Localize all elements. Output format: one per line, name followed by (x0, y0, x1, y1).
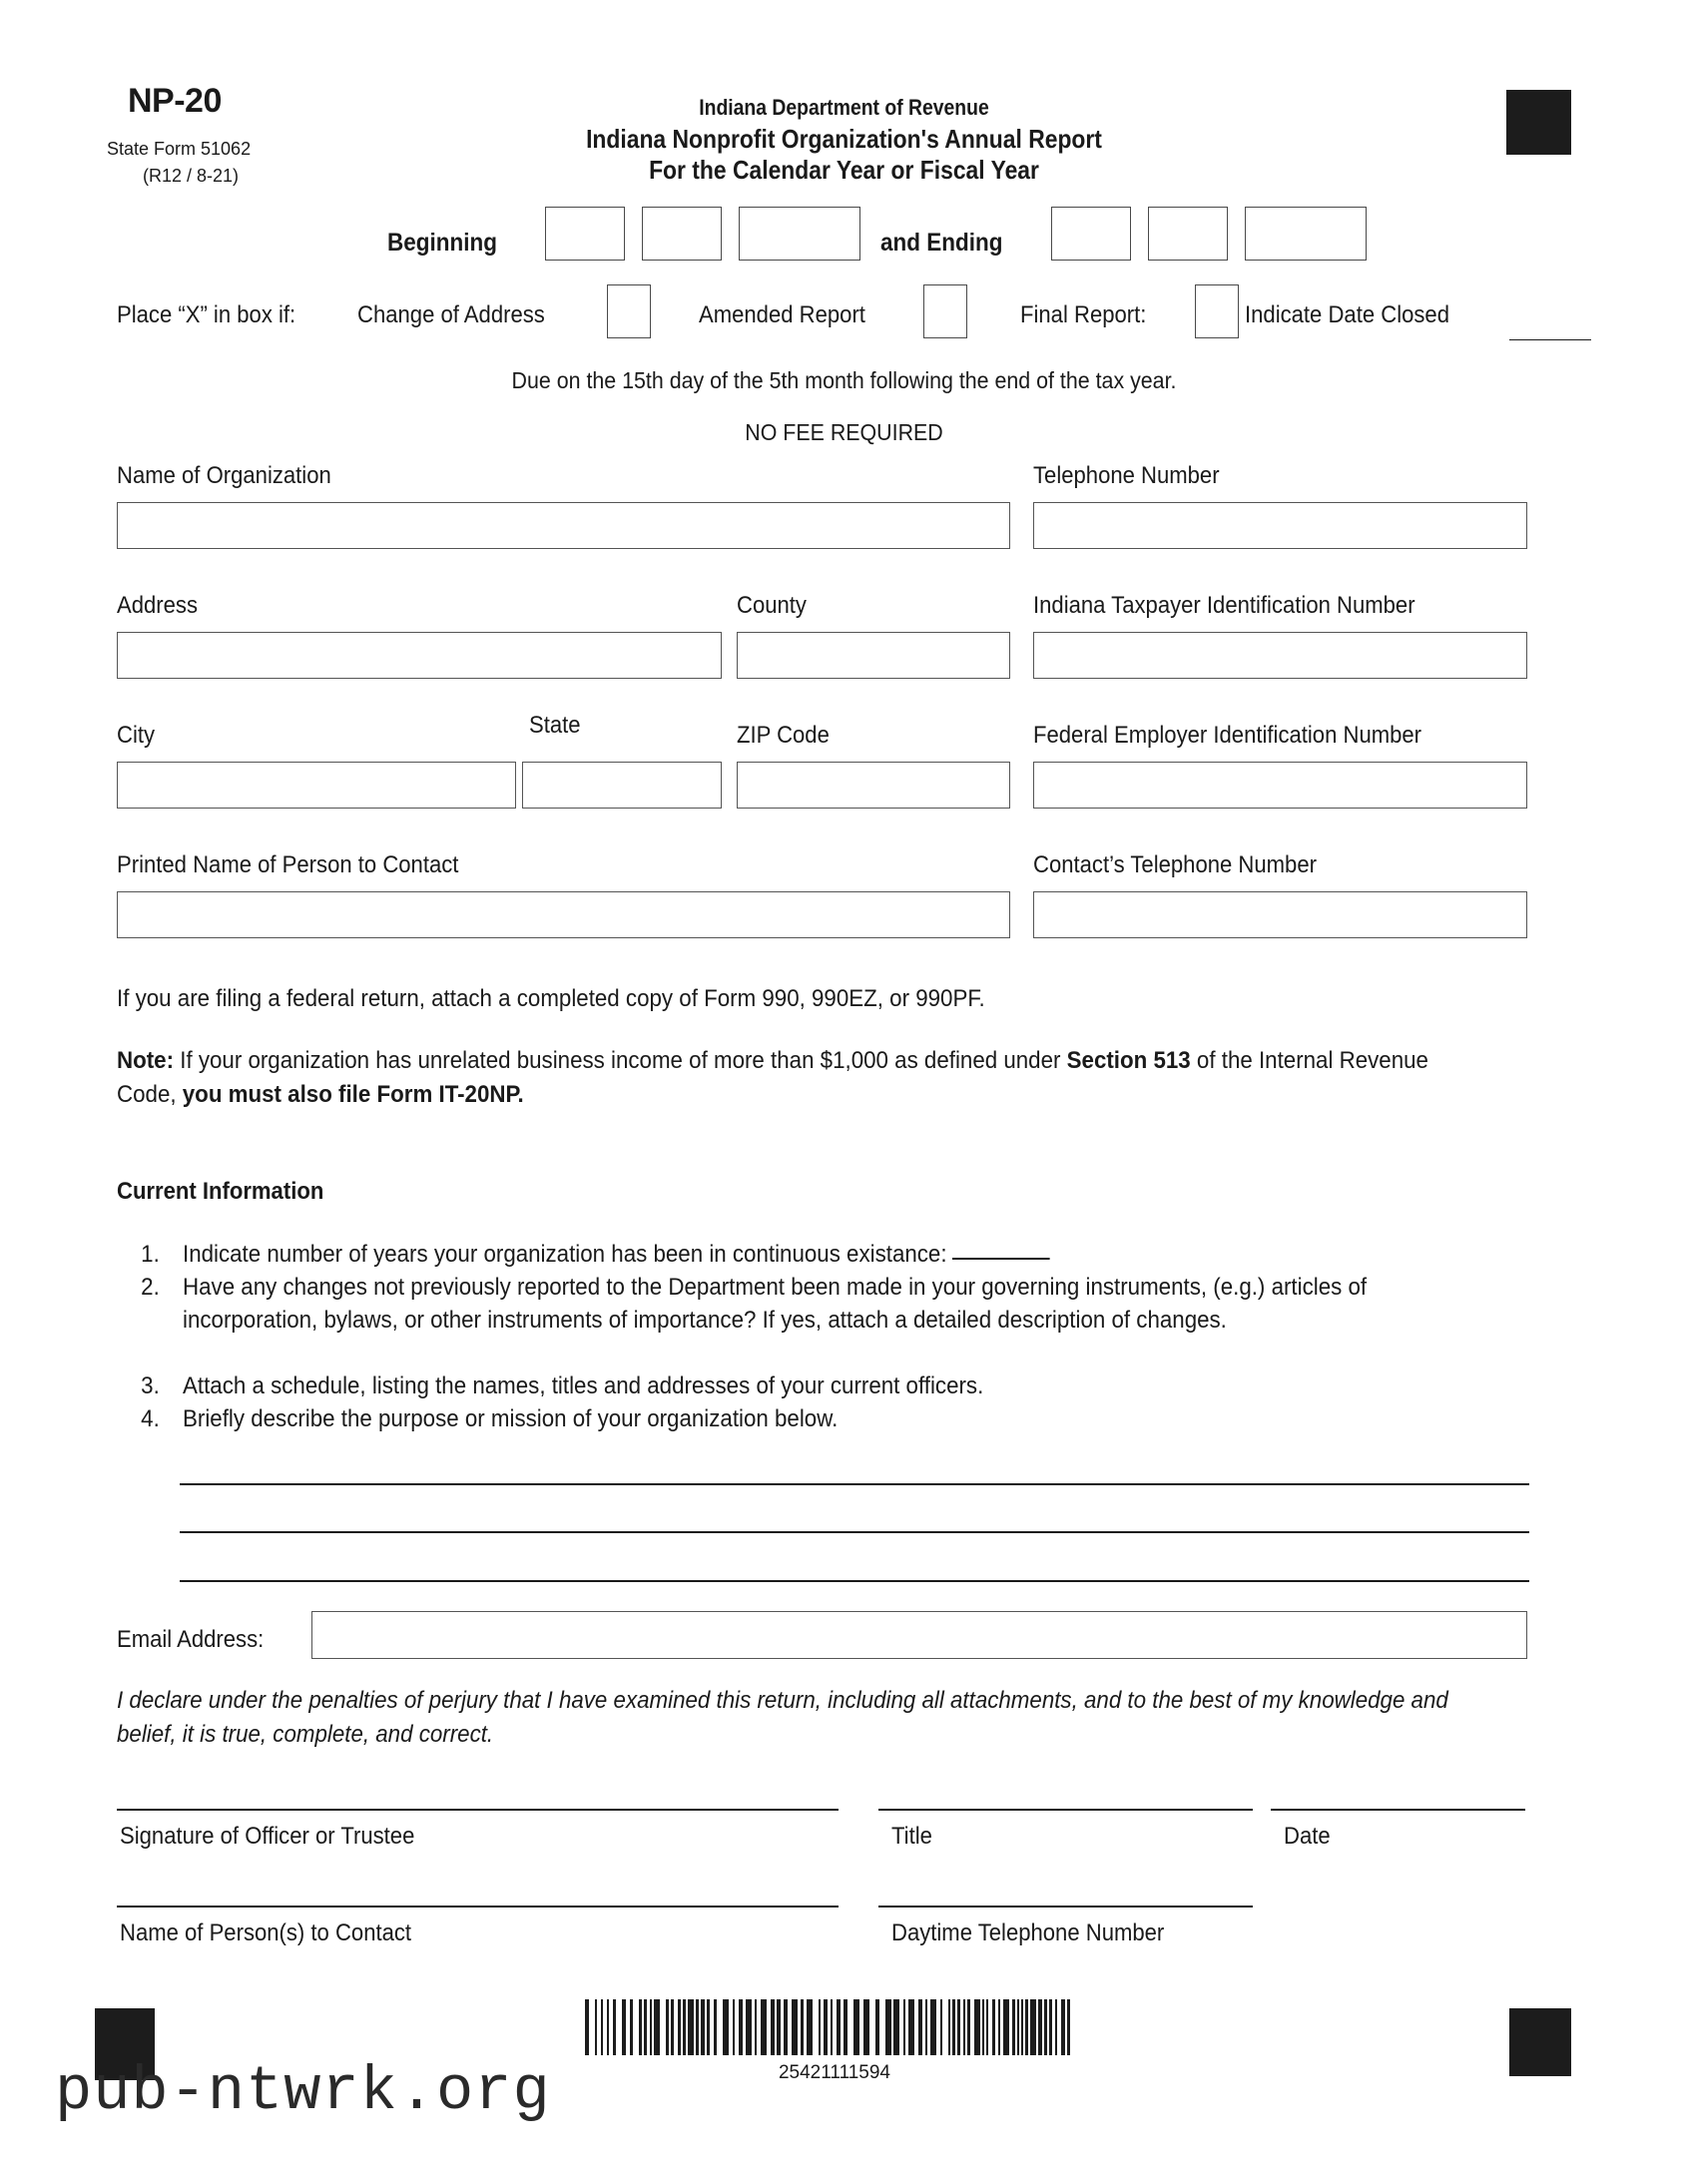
signature-label: Signature of Officer or Trustee (120, 1823, 415, 1850)
change-of-address-checkbox[interactable] (607, 284, 651, 338)
zip-code-label: ZIP Code (737, 722, 830, 749)
date-line[interactable] (1271, 1809, 1525, 1811)
list-item-1-text: Indicate number of years your organization has been in continuous existance: (183, 1241, 947, 1268)
form-number: NP-20 (128, 82, 222, 120)
beginning-day-input[interactable] (642, 207, 722, 261)
mission-line-1[interactable] (180, 1483, 1529, 1485)
email-address-input[interactable] (311, 1611, 1527, 1659)
indiana-tin-input[interactable] (1033, 632, 1527, 679)
beginning-year-input[interactable] (739, 207, 860, 261)
ending-label: and Ending (880, 229, 1003, 257)
list-item-4 (141, 1402, 1408, 1435)
due-date-notice: Due on the 15th day of the 5th month following the end of the tax year. (511, 367, 1177, 393)
state-form-number: State Form 51062 (107, 139, 252, 159)
beginning-label: Beginning (387, 229, 497, 257)
contacts-telephone-input[interactable] (1033, 891, 1527, 938)
ending-day-input[interactable] (1148, 207, 1228, 261)
county-label: County (737, 592, 807, 619)
list-item-3 (141, 1369, 1408, 1402)
ending-year-input[interactable] (1245, 207, 1367, 261)
list-item-1-number: 1. (141, 1241, 160, 1268)
mission-line-3[interactable] (180, 1580, 1529, 1582)
contacts-telephone-label: Contact’s Telephone Number (1033, 851, 1317, 878)
printed-name-contact-label: Printed Name of Person to Contact (117, 851, 459, 878)
section-513-bold: Section 513 (1066, 1047, 1191, 1074)
checkbox-row (0, 279, 1688, 337)
checkbox-instruction: Place “X” in box if: (117, 301, 296, 328)
agency-name: Indiana Department of Revenue (699, 95, 989, 120)
state-label: State (529, 712, 581, 739)
title-label: Title (891, 1823, 932, 1850)
fein-input[interactable] (1033, 762, 1527, 809)
list-item-2 (141, 1271, 1390, 1337)
daytime-telephone-line[interactable] (878, 1906, 1253, 1908)
signature-line[interactable] (117, 1809, 839, 1811)
list-item-3-number: 3. (141, 1372, 160, 1399)
years-in-existence-input[interactable] (952, 1258, 1050, 1260)
ending-month-input[interactable] (1051, 207, 1131, 261)
name-of-organization-input[interactable] (117, 502, 1010, 549)
city-label: City (117, 722, 156, 749)
telephone-number-label: Telephone Number (1033, 462, 1220, 489)
city-input[interactable] (117, 762, 516, 809)
indiana-tin-label: Indiana Taxpayer Identification Number (1033, 592, 1415, 619)
change-of-address-label: Change of Address (357, 301, 545, 328)
zip-code-input[interactable] (737, 762, 1010, 809)
email-address-label: Email Address: (117, 1626, 265, 1653)
note-text-2: of the Internal Revenue Code, (117, 1047, 1428, 1108)
contact-name-line[interactable] (117, 1906, 839, 1908)
fein-label: Federal Employer Identification Number (1033, 722, 1422, 749)
list-item-3-text: Attach a schedule, listing the names, titles and addresses of your current officers. (183, 1372, 984, 1399)
name-of-organization-label: Name of Organization (117, 462, 331, 489)
list-item-2-text: Have any changes not previously reported to the Department been made in your governing instruments, (e.g.) articles of incorporation, bylaws, or other instruments of importance? If yes, attach a detailed description of changes. (183, 1274, 1368, 1334)
list-item-2-number: 2. (141, 1274, 160, 1301)
address-label: Address (117, 592, 199, 619)
date-closed-input[interactable] (1509, 339, 1591, 340)
date-label: Date (1284, 1823, 1331, 1850)
tax-period-row (0, 207, 1688, 265)
watermark: pub-ntwrk.org (55, 2056, 551, 2127)
perjury-declaration: I declare under the penalties of perjury that I have examined this return, including all attachments, and to the best of my knowledge and belief, it is true, complete, and correct. (117, 1687, 1448, 1748)
indicate-date-closed-label: Indicate Date Closed (1245, 301, 1449, 328)
note-paragraph (117, 1044, 1463, 1112)
amended-report-checkbox[interactable] (923, 284, 967, 338)
daytime-telephone-label: Daytime Telephone Number (891, 1919, 1165, 1946)
note-text-1: If your organization has unrelated business income of more than $1,000 as defined under (174, 1047, 1067, 1074)
address-input[interactable] (117, 632, 722, 679)
form-title: Indiana Nonprofit Organization's Annual Report (586, 124, 1102, 154)
telephone-number-input[interactable] (1033, 502, 1527, 549)
mission-line-2[interactable] (180, 1531, 1529, 1533)
state-input[interactable] (522, 762, 722, 809)
contact-name-label: Name of Person(s) to Contact (120, 1919, 412, 1946)
note-bold-label: Note: (117, 1047, 175, 1074)
file-it20np-bold: you must also file Form IT-20NP. (182, 1081, 524, 1108)
county-input[interactable] (737, 632, 1010, 679)
list-item-4-number: 4. (141, 1405, 160, 1432)
beginning-month-input[interactable] (545, 207, 625, 261)
form-revision: (R12 / 8-21) (143, 166, 240, 186)
list-item-4-text: Briefly describe the purpose or mission of your organization below. (183, 1405, 839, 1432)
no-fee-notice: NO FEE REQUIRED (745, 419, 943, 445)
final-report-checkbox[interactable] (1195, 284, 1239, 338)
registration-mark-bottom-right (1509, 2008, 1571, 2076)
title-line[interactable] (878, 1809, 1253, 1811)
federal-return-paragraph: If you are filing a federal return, attach a completed copy of Form 990, 990EZ, or 990PF. (117, 985, 985, 1012)
barcode-number: 25421111594 (778, 2062, 890, 2083)
current-information-heading: Current Information (117, 1178, 324, 1205)
barcode (585, 1999, 1084, 2055)
printed-name-contact-input[interactable] (117, 891, 1010, 938)
amended-report-label: Amended Report (699, 301, 865, 328)
final-report-label: Final Report: (1020, 301, 1147, 328)
form-subtitle: For the Calendar Year or Fiscal Year (649, 155, 1039, 185)
list-item-1 (141, 1238, 1408, 1271)
